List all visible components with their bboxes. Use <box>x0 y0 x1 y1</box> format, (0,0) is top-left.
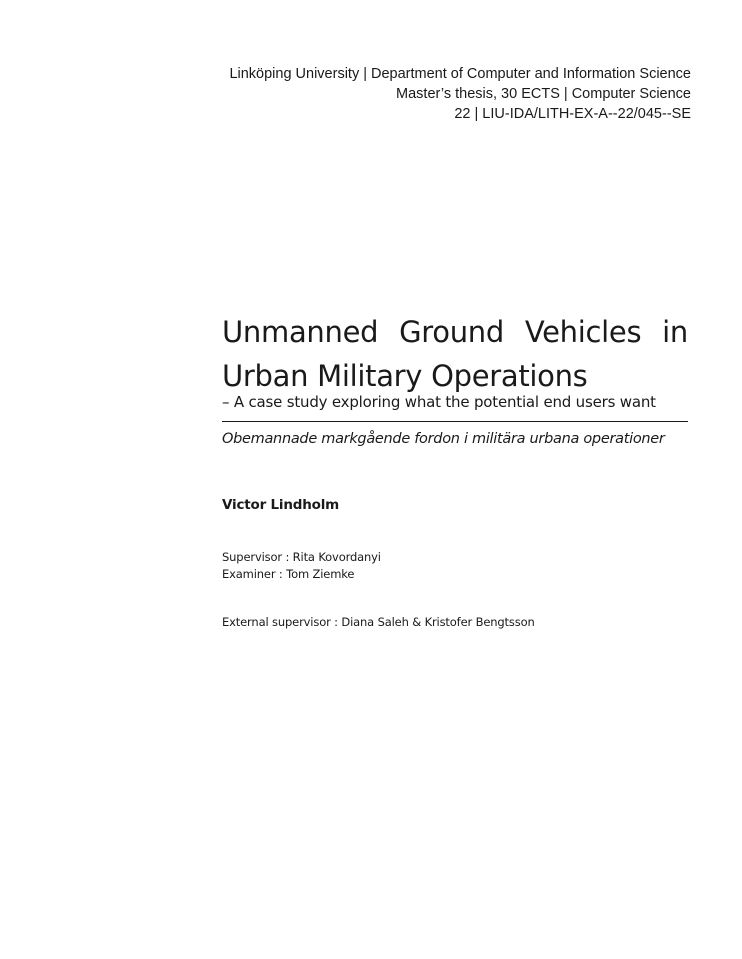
thesis-title <box>222 310 688 398</box>
title-divider <box>222 421 688 422</box>
supervisor-block <box>222 549 381 583</box>
header-line-report-id: 22 | LIU-IDA/LITH-EX-A--22/045--SE <box>454 106 691 122</box>
thesis-title-line-2: Urban Military Operations <box>222 359 588 393</box>
thesis-title-line-1: Unmanned Ground Vehicles in <box>222 315 688 349</box>
thesis-subtitle: – A case study exploring what the potential end users want <box>222 393 656 411</box>
swedish-title: Obemannade markgående fordon i militära urbana operationer <box>222 431 665 447</box>
title-block <box>222 310 688 449</box>
university-header <box>229 64 691 124</box>
header-line-institution: Linköping University | Department of Computer and Information Science <box>229 66 691 82</box>
header-line-degree: Master’s thesis, 30 ECTS | Computer Science <box>396 86 691 102</box>
supervisor-line: Supervisor : Rita Kovordanyi <box>222 550 381 564</box>
external-supervisor-line: External supervisor : Diana Saleh & Kristofer Bengtsson <box>222 615 535 629</box>
examiner-line: Examiner : Tom Ziemke <box>222 567 355 581</box>
author-name: Victor Lindholm <box>222 497 340 513</box>
